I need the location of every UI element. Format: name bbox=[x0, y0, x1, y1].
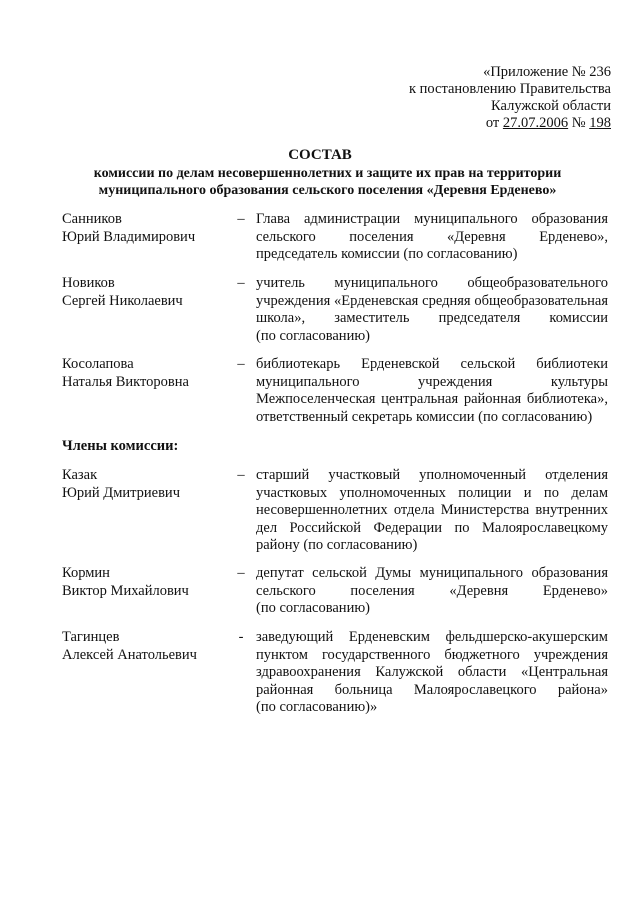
appendix-number: 198 bbox=[589, 115, 611, 131]
member-surname: Косолапова bbox=[62, 356, 134, 372]
role-line: заведующий Ерденевским фельдшерско-акушерским bbox=[256, 629, 608, 645]
member-role bbox=[256, 211, 608, 264]
role-line: районная больница Малоярославецкого района» bbox=[256, 681, 608, 698]
role-line: (по согласованию) bbox=[256, 327, 370, 344]
role-line: учитель муниципального общеобразовательного bbox=[256, 275, 608, 291]
role-line: пунктом государственного бюджетного учреждения bbox=[256, 646, 608, 663]
role-line: здравоохранения Калужской области «Центральная bbox=[256, 664, 608, 680]
member-name bbox=[62, 211, 232, 246]
role-line: старший участковый уполномоченный отделения bbox=[256, 467, 608, 483]
role-line: (по согласованию) bbox=[256, 600, 370, 616]
appendix-line: к постановлению Правительства bbox=[409, 81, 611, 97]
member-role bbox=[256, 467, 608, 555]
subtitle-line: муниципального образования сельского поселения «Деревня Ерденево» bbox=[98, 183, 557, 198]
dash-separator: – bbox=[237, 467, 245, 483]
member-surname: Новиков bbox=[62, 275, 115, 291]
role-line: председатель комиссии (по согласованию) bbox=[256, 246, 518, 262]
role-line: ответственный секретарь комиссии (по согласованию) bbox=[256, 408, 593, 425]
appendix-number-sign: № bbox=[568, 115, 590, 131]
member-name bbox=[62, 467, 232, 502]
member-given-names: Виктор Михайлович bbox=[62, 582, 189, 599]
member-surname: Тагинцев bbox=[62, 629, 120, 645]
role-line: несовершеннолетних отдела Министерства внутренних bbox=[256, 502, 608, 518]
members-heading: Члены комиссии: bbox=[62, 438, 179, 454]
member-given-names: Алексей Анатольевич bbox=[62, 646, 197, 663]
member-name bbox=[62, 565, 232, 600]
dash-separator: – bbox=[237, 356, 245, 372]
role-line: (по согласованию)» bbox=[256, 699, 378, 715]
role-line: сельского поселения «Деревня Ерденево» bbox=[256, 582, 608, 599]
member-given-names: Юрий Владимирович bbox=[62, 228, 196, 245]
dash-separator: – bbox=[237, 565, 245, 581]
appendix-date-prefix: от bbox=[485, 115, 503, 131]
dash-separator: - bbox=[238, 629, 244, 645]
member-name bbox=[62, 629, 232, 664]
role-line: школа», заместитель председателя комиссии bbox=[256, 310, 608, 326]
member-surname: Казак bbox=[62, 467, 98, 483]
role-line: Глава администрации муниципального образования bbox=[256, 211, 608, 227]
role-line: сельского поселения «Деревня Ерденево», bbox=[256, 228, 608, 245]
role-line: учреждения «Ерденевская средняя общеобразовательная bbox=[256, 292, 608, 309]
member-role bbox=[256, 629, 608, 717]
appendix-header bbox=[351, 64, 611, 132]
member-given-names: Сергей Николаевич bbox=[62, 292, 183, 309]
member-role bbox=[256, 275, 608, 345]
member-given-names: Наталья Викторовна bbox=[62, 373, 189, 390]
role-line: участковых уполномоченных полиции и по делам bbox=[256, 484, 608, 501]
role-line: дел Российской Федерации по Малоярославецкому bbox=[256, 519, 608, 536]
member-surname: Санников bbox=[62, 211, 122, 227]
member-name bbox=[62, 356, 232, 391]
member-role bbox=[256, 356, 608, 426]
dash-separator: – bbox=[237, 211, 245, 227]
member-given-names: Юрий Дмитриевич bbox=[62, 484, 180, 501]
role-line: Межпоселенческая центральная районная библиотека», bbox=[256, 391, 608, 407]
member-surname: Кормин bbox=[62, 565, 110, 581]
role-line: району (по согласованию) bbox=[256, 537, 418, 553]
role-line: депутат сельской Думы муниципального образования bbox=[256, 565, 608, 581]
document-subtitle bbox=[60, 165, 595, 199]
member-name bbox=[62, 275, 232, 310]
document-title: СОСТАВ bbox=[288, 147, 352, 163]
appendix-date: 27.07.2006 bbox=[502, 115, 569, 131]
appendix-line: «Приложение № 236 bbox=[483, 64, 611, 80]
appendix-line: Калужской области bbox=[491, 98, 611, 114]
subtitle-line: комиссии по делам несовершеннолетних и защите их прав на территории bbox=[93, 166, 562, 181]
member-role bbox=[256, 565, 608, 618]
dash-separator: – bbox=[237, 275, 245, 291]
appendix-date-line bbox=[351, 115, 611, 132]
role-line: библиотекарь Ерденевской сельской библиотеки bbox=[256, 356, 608, 372]
role-line: муниципального учреждения культуры bbox=[256, 373, 608, 390]
